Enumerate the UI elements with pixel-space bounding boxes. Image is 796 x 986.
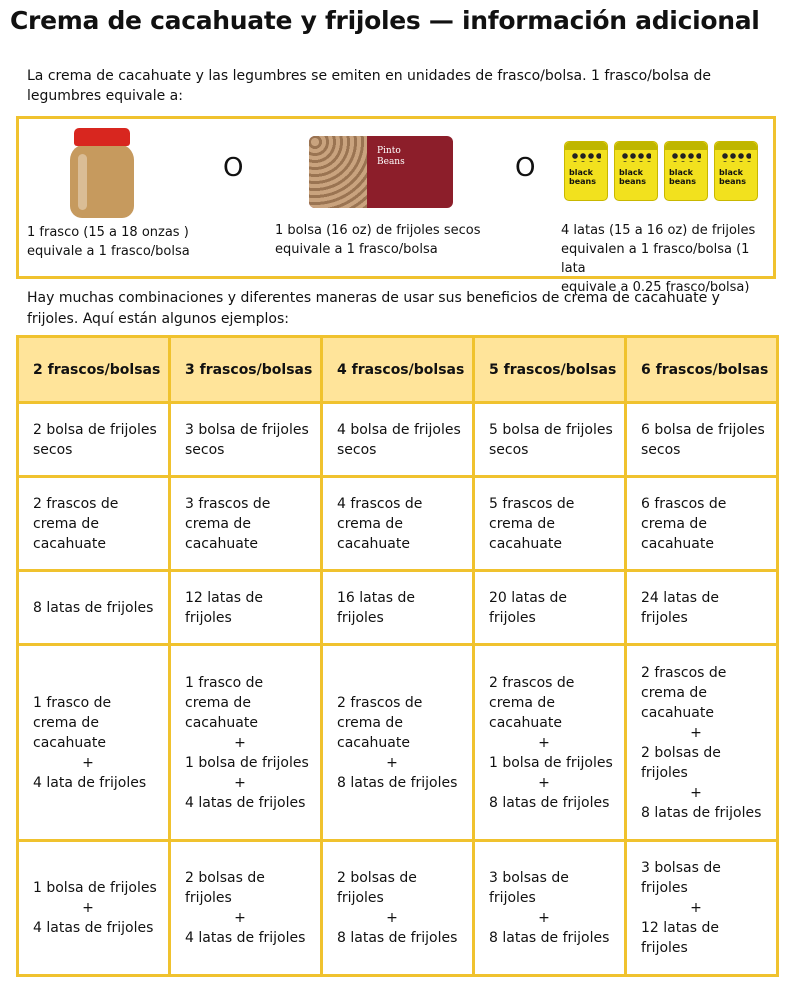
table-row xyxy=(18,645,778,841)
plus-sign: + xyxy=(386,754,398,771)
bean-cans-icon: black beans black beans black beans black beans xyxy=(564,141,764,203)
table-cell xyxy=(474,841,626,976)
table-cell xyxy=(170,645,322,841)
cell-text: 20 latas de frijoles xyxy=(489,589,568,626)
cell-text: 2 frascos de crema de cacahuate xyxy=(489,674,575,731)
header-4: 4 frascos/bolsas xyxy=(322,337,474,403)
table-cell xyxy=(170,841,322,976)
cell-text: 1 bolsa de frijoles xyxy=(33,880,157,896)
cell-text: 4 latas de frijoles xyxy=(185,794,306,811)
cell-text: 8 latas de frijoles xyxy=(337,774,458,791)
plus-sign: + xyxy=(538,774,550,791)
table-row xyxy=(18,571,778,645)
table-cell xyxy=(170,403,322,477)
cell-text: 2 bolsas de frijoles xyxy=(185,870,265,906)
cell-text: 12 latas de frijoles xyxy=(641,920,720,956)
table-cell xyxy=(18,403,170,477)
cell-text: 8 latas de frijoles xyxy=(641,804,762,821)
cell-text: 3 bolsas de frijoles xyxy=(641,860,721,896)
cell-text: 4 latas de frijoles xyxy=(33,920,154,936)
cell-text: 1 frasco de crema de cacahuate xyxy=(185,674,264,731)
table-cell xyxy=(626,477,778,571)
table-cell xyxy=(322,403,474,477)
table-row xyxy=(18,403,778,477)
table-cell xyxy=(170,477,322,571)
table-cell xyxy=(474,571,626,645)
cell-text: 4 latas de frijoles xyxy=(185,930,306,946)
cell-text: 8 latas de frijoles xyxy=(489,930,610,946)
plus-sign: + xyxy=(538,734,550,751)
cans-caption: 4 latas (15 a 16 oz) de frijoles equivalen a 1 frasco/bolsa (1 lata equivale a 0.25 frasco/bolsa) xyxy=(561,223,756,295)
cell-text: 2 frascos de crema de cacahuate xyxy=(641,664,727,721)
plus-sign: + xyxy=(538,910,550,926)
plus-sign: + xyxy=(82,900,94,916)
table-cell xyxy=(626,403,778,477)
cell-text: 5 frascos de crema de cacahuate xyxy=(489,495,575,552)
cell-text: 1 bolsa de frijoles xyxy=(185,754,309,771)
cell-text: 6 frascos de crema de cacahuate xyxy=(641,495,727,552)
table-cell xyxy=(18,841,170,976)
or-separator: O xyxy=(223,153,244,183)
plus-sign: + xyxy=(82,754,94,771)
header-6: 6 frascos/bolsas xyxy=(626,337,778,403)
cell-text: 8 latas de frijoles xyxy=(337,930,458,946)
cell-text: 2 bolsas de frijoles xyxy=(641,744,721,781)
table-cell xyxy=(322,841,474,976)
cell-text: 12 latas de frijoles xyxy=(185,589,264,626)
table-cell xyxy=(322,571,474,645)
table-cell xyxy=(322,477,474,571)
peanut-butter-jar-icon xyxy=(70,128,134,220)
cell-text: 8 latas de frijoles xyxy=(33,599,154,616)
cell-text: 2 frascos de crema de cacahuate xyxy=(337,694,423,751)
plus-sign: + xyxy=(690,900,702,916)
table-row xyxy=(18,841,778,976)
plus-sign: + xyxy=(690,724,702,741)
cell-text: 8 latas de frijoles xyxy=(489,794,610,811)
table-cell xyxy=(170,571,322,645)
cell-text: 3 frascos de crema de cacahuate xyxy=(185,495,271,552)
cell-text: 4 frascos de crema de cacahuate xyxy=(337,495,423,552)
cell-text: 1 bolsa de frijoles xyxy=(489,754,613,771)
cell-text: 5 bolsa de frijoles secos xyxy=(489,421,613,458)
table-cell xyxy=(18,645,170,841)
table-cell xyxy=(626,841,778,976)
equivalents-box xyxy=(16,116,776,295)
plus-sign: + xyxy=(386,910,398,926)
table-row xyxy=(18,477,778,571)
plus-sign: + xyxy=(690,784,702,801)
cell-text: 2 bolsas de frijoles xyxy=(337,870,417,906)
bag-product-label: Pinto Beans xyxy=(377,146,405,167)
cell-text: 3 bolsas de frijoles xyxy=(489,870,569,906)
dried-beans-bag-icon xyxy=(309,136,453,208)
table-cell xyxy=(474,403,626,477)
plus-sign: + xyxy=(234,774,246,791)
table-header-row xyxy=(18,337,778,403)
table-cell xyxy=(322,645,474,841)
cell-text: 3 bolsa de frijoles secos xyxy=(185,421,309,458)
cell-text: 24 latas de frijoles xyxy=(641,589,720,626)
table-cell xyxy=(474,477,626,571)
cell-text: 2 bolsa de frijoles secos xyxy=(33,421,157,458)
or-separator-2: O xyxy=(515,153,536,183)
page-title: Crema de cacahuate y frijoles — información adicional xyxy=(10,6,760,35)
cell-text: 1 frasco de crema de cacahuate xyxy=(33,694,112,751)
plus-sign: + xyxy=(234,734,246,751)
cell-text: 16 latas de frijoles xyxy=(337,589,416,626)
bag-caption: 1 bolsa (16 oz) de frijoles secos equivale a 1 frasco/bolsa xyxy=(275,223,481,257)
intro-text: La crema de cacahuate y las legumbres se emiten en unidades de frasco/bolsa. 1 frasco/bolsa de legumbres equivale a: xyxy=(27,68,712,104)
plus-sign: + xyxy=(234,910,246,926)
header-5: 5 frascos/bolsas xyxy=(474,337,626,403)
cell-text: 4 bolsa de frijoles secos xyxy=(337,421,461,458)
header-2: 2 frascos/bolsas xyxy=(18,337,170,403)
table-cell xyxy=(626,571,778,645)
table-cell xyxy=(474,645,626,841)
header-3: 3 frascos/bolsas xyxy=(170,337,322,403)
combinations-paragraph: Hay muchas combinaciones y diferentes maneras de usar sus beneficios de crema de cacahuate y frijoles. Aquí están algunos ejemplos: xyxy=(27,290,720,327)
cell-text: 4 lata de frijoles xyxy=(33,774,147,791)
cell-text: 6 bolsa de frijoles secos xyxy=(641,421,765,458)
cell-text: 2 frascos de crema de cacahuate xyxy=(33,495,119,552)
table-cell xyxy=(18,477,170,571)
table-cell xyxy=(626,645,778,841)
jar-caption: 1 frasco (15 a 18 onzas ) equivale a 1 frasco/bolsa xyxy=(27,225,190,259)
combinations-table xyxy=(16,335,779,977)
table-cell xyxy=(18,571,170,645)
